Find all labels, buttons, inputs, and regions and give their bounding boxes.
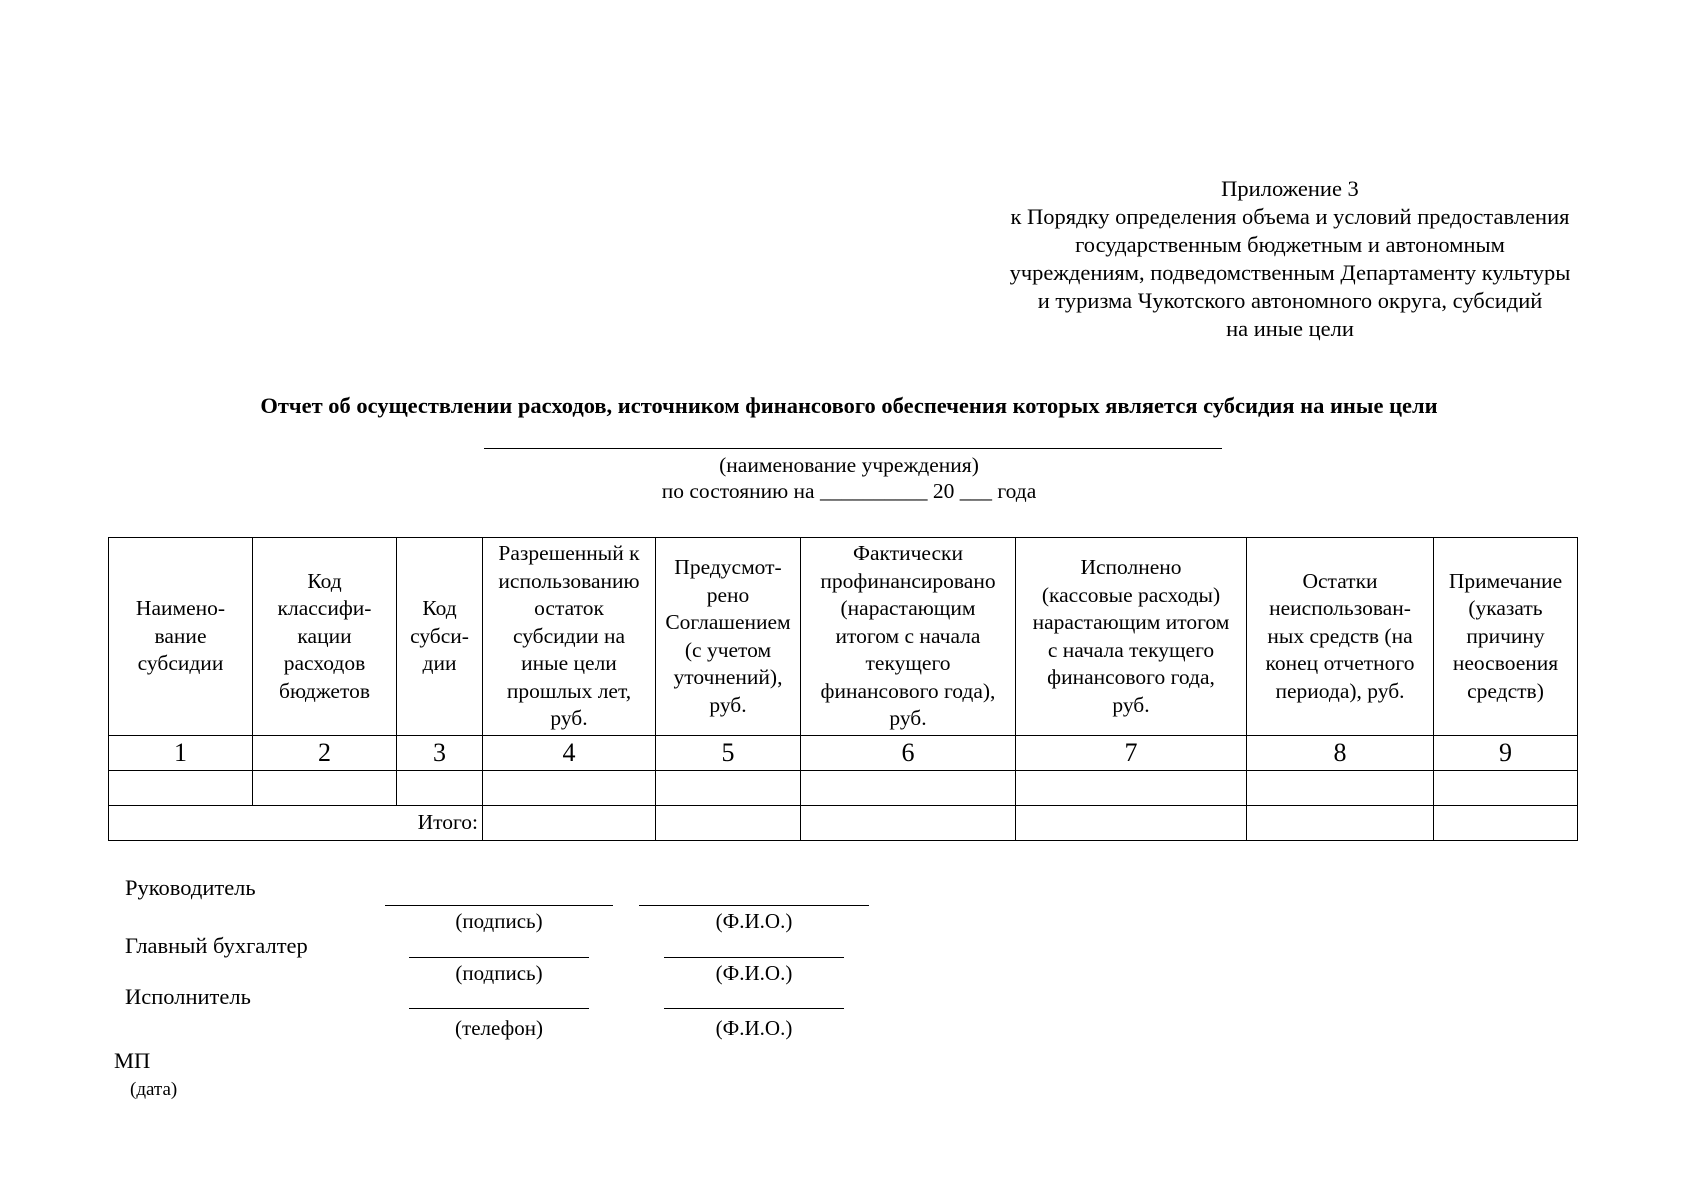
data-cell[interactable] <box>1434 771 1578 806</box>
head-signature-caption: (подпись) <box>455 909 543 933</box>
header-cell: Примечание (указать причину неосвоения средств) <box>1434 538 1578 736</box>
column-number: 1 <box>109 736 253 771</box>
institution-name-line[interactable] <box>484 448 1222 449</box>
header-cell: Остатки неиспользован- ных средств (на конец отчетного периода), руб. <box>1247 538 1434 736</box>
column-number: 3 <box>397 736 483 771</box>
appendix-title: Приложение 3 <box>1221 176 1359 201</box>
total-cell[interactable] <box>1434 806 1578 841</box>
data-cell[interactable] <box>1247 771 1434 806</box>
executor-phone-caption: (телефон) <box>455 1016 543 1040</box>
data-cell[interactable] <box>397 771 483 806</box>
institution-caption: (наименование учреждения) <box>719 453 979 477</box>
data-cell[interactable] <box>1016 771 1247 806</box>
column-number: 7 <box>1016 736 1247 771</box>
column-number-row <box>109 736 1578 771</box>
column-number: 2 <box>253 736 397 771</box>
head-label: Руководитель <box>125 875 256 900</box>
column-number: 6 <box>801 736 1016 771</box>
header-cell: Исполнено (кассовые расходы) нарастающим итогом с начала текущего финансового года, руб. <box>1016 538 1247 736</box>
chief-accountant-name-line[interactable] <box>664 957 844 958</box>
header-row <box>109 538 1578 736</box>
data-cell[interactable] <box>483 771 656 806</box>
data-cell[interactable] <box>801 771 1016 806</box>
head-name-caption: (Ф.И.О.) <box>715 909 793 933</box>
data-cell[interactable] <box>109 771 253 806</box>
column-number: 4 <box>483 736 656 771</box>
chief-accountant-signature-line[interactable] <box>409 957 589 958</box>
stamp-label: МП <box>114 1048 151 1073</box>
data-cell[interactable] <box>253 771 397 806</box>
column-number: 5 <box>656 736 801 771</box>
total-cell[interactable] <box>1247 806 1434 841</box>
header-cell: Предусмот- рено Соглашением (с учетом уточнений), руб. <box>656 538 801 736</box>
report-date-line: по состоянию на __________ 20 ___ года <box>661 479 1037 503</box>
total-label: Итого: <box>109 806 483 841</box>
report-title: Отчет об осуществлении расходов, источником финансового обеспечения которых является субсидия на иные цели <box>260 393 1438 418</box>
appendix-line: к Порядку определения объема и условий предоставления <box>1010 204 1570 229</box>
appendix-line: на иные цели <box>1226 316 1354 341</box>
header-cell: Наимено- вание субсидии <box>109 538 253 736</box>
header-cell: Фактически профинансировано (нарастающим итогом с начала текущего финансового года), руб. <box>801 538 1016 736</box>
appendix-block <box>975 175 1605 343</box>
appendix-line: учреждениям, подведомственным Департаменту культуры <box>1009 260 1571 285</box>
header-cell: Разрешенный к использованию остаток субсидии на иные цели прошлых лет, руб. <box>483 538 656 736</box>
chief-accountant-label: Главный бухгалтер <box>125 933 308 958</box>
date-caption: (дата) <box>130 1079 178 1100</box>
total-cell[interactable] <box>1016 806 1247 841</box>
table-row <box>109 771 1578 806</box>
column-number: 8 <box>1247 736 1434 771</box>
head-signature-line[interactable] <box>385 905 613 906</box>
header-cell: Код классифи- кации расходов бюджетов <box>253 538 397 736</box>
appendix-line: и туризма Чукотского автономного округа, субсидий <box>1037 288 1543 313</box>
executor-name-line[interactable] <box>664 1008 844 1009</box>
executor-phone-line[interactable] <box>409 1008 589 1009</box>
header-cell: Код субси- дии <box>397 538 483 736</box>
executor-name-caption: (Ф.И.О.) <box>715 1016 793 1040</box>
executor-label: Исполнитель <box>125 984 251 1009</box>
data-cell[interactable] <box>656 771 801 806</box>
column-number: 9 <box>1434 736 1578 771</box>
head-name-line[interactable] <box>639 905 869 906</box>
appendix-line: государственным бюджетным и автономным <box>1075 232 1505 257</box>
report-table <box>108 537 1578 841</box>
chief-accountant-name-caption: (Ф.И.О.) <box>715 961 793 985</box>
total-cell[interactable] <box>801 806 1016 841</box>
total-cell[interactable] <box>483 806 656 841</box>
chief-accountant-signature-caption: (подпись) <box>455 961 543 985</box>
total-row <box>109 806 1578 841</box>
total-cell[interactable] <box>656 806 801 841</box>
